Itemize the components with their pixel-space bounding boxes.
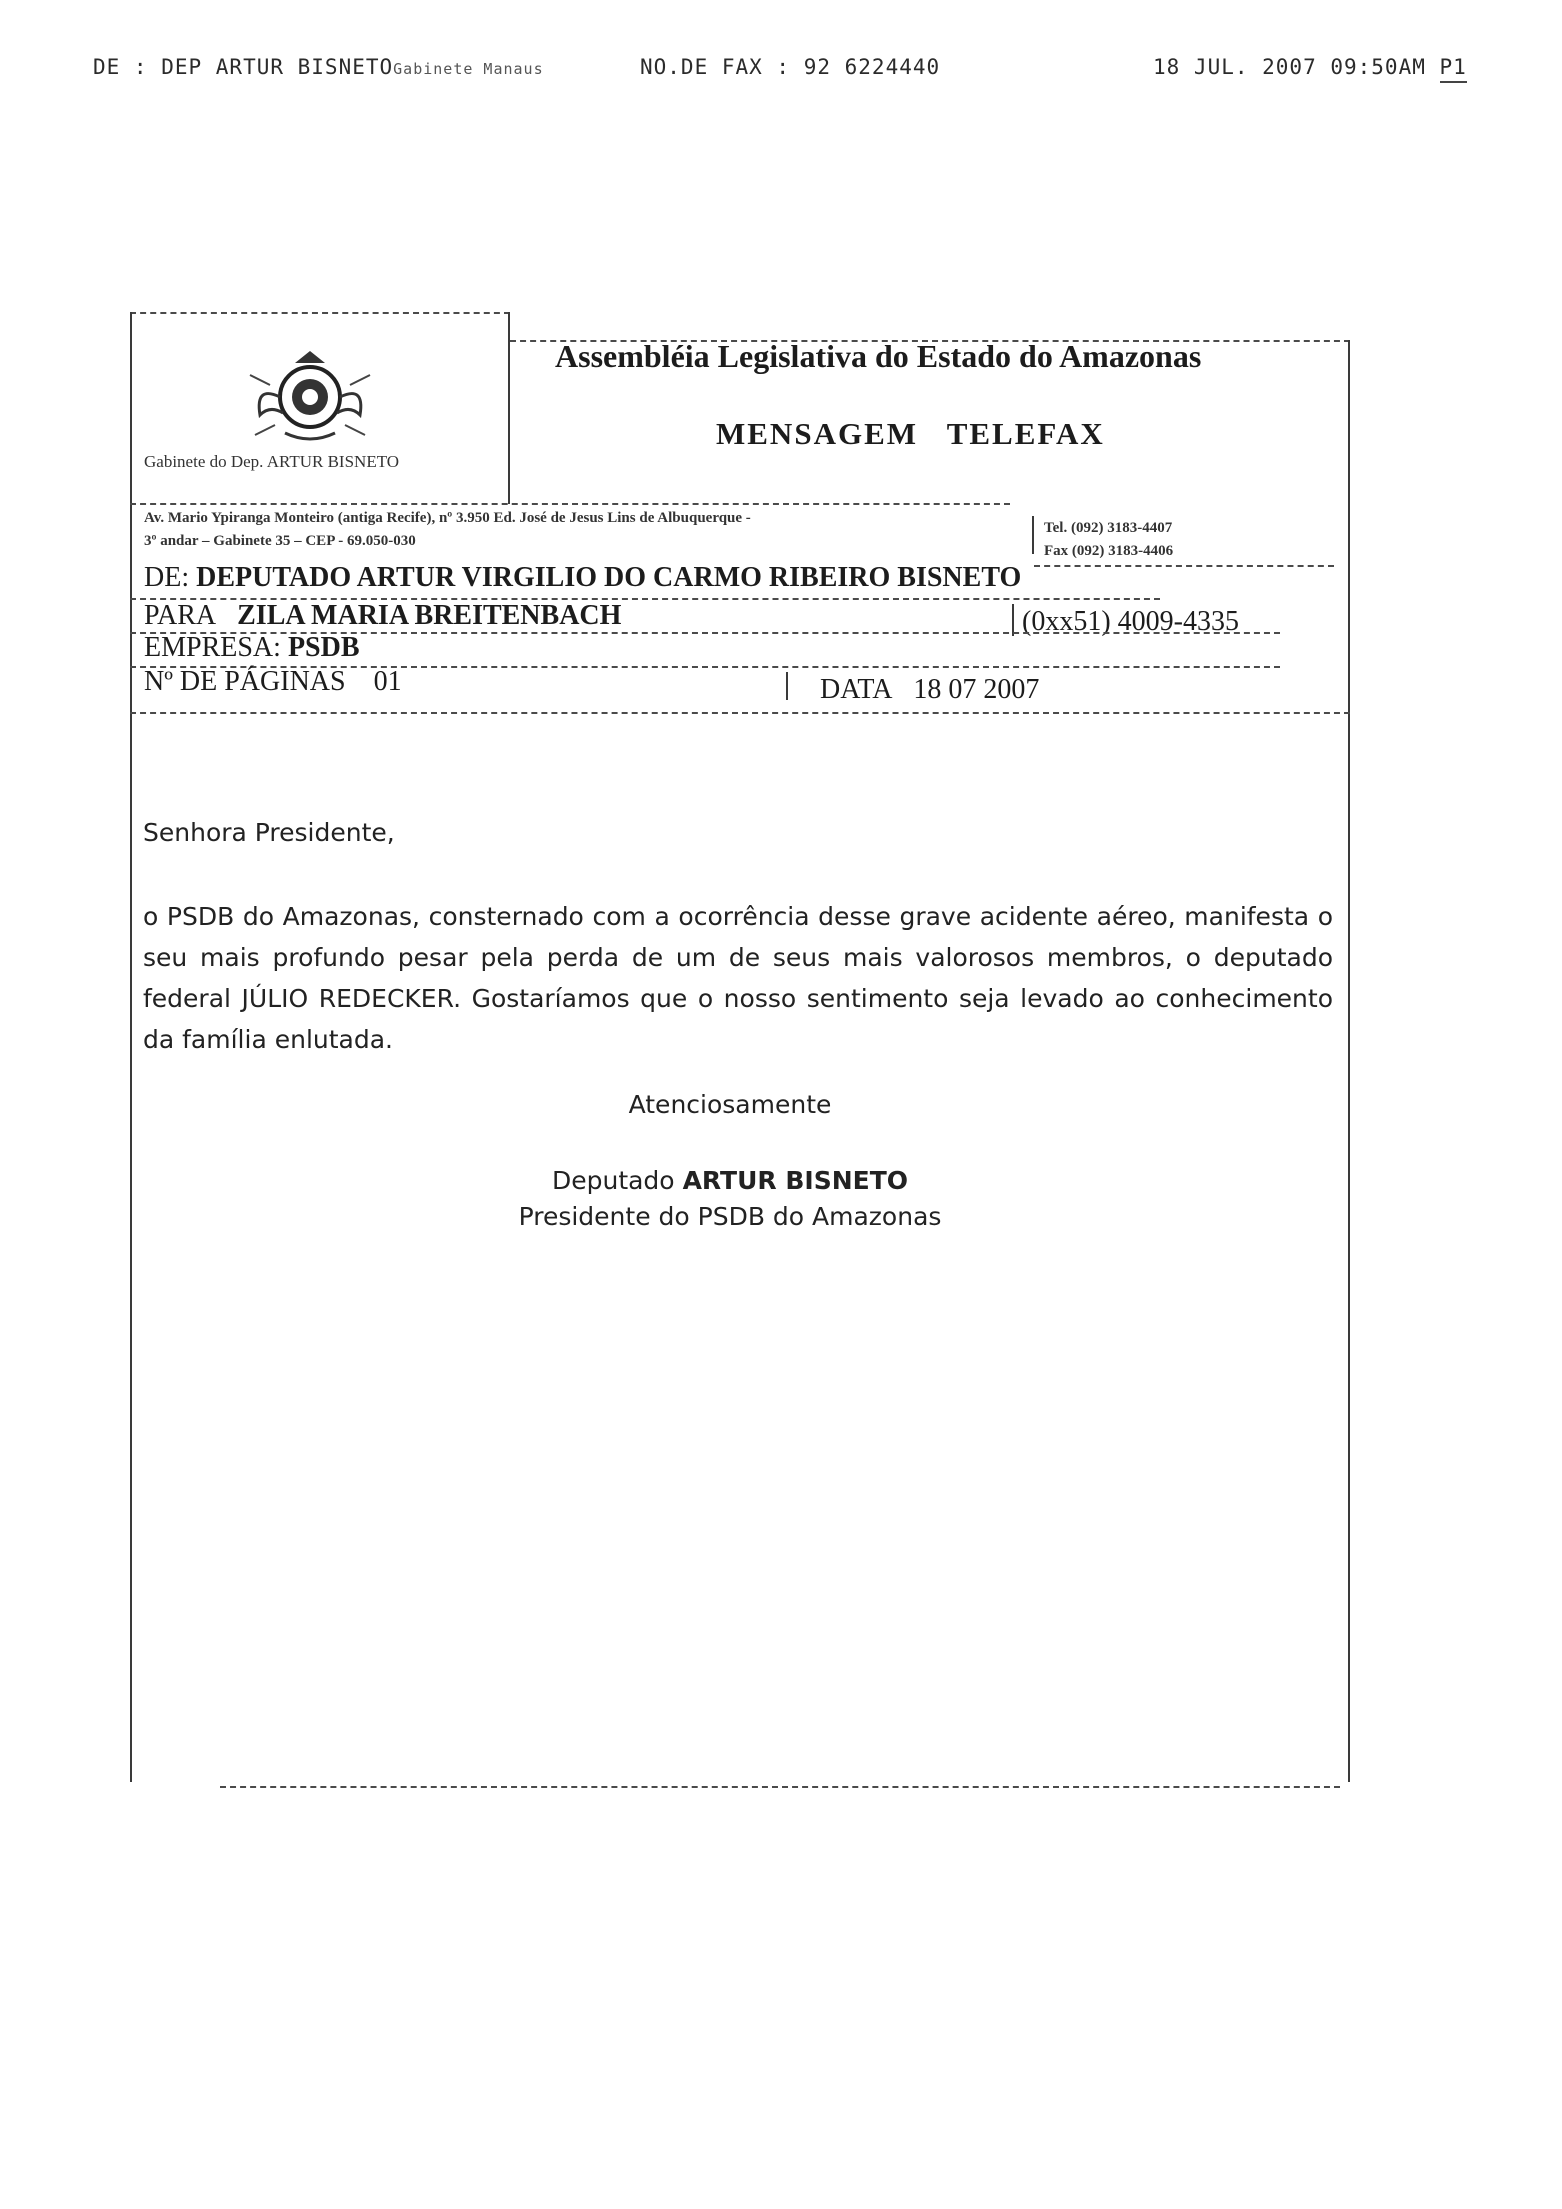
fax-number-letterhead: Fax (092) 3183-4406 — [1044, 543, 1174, 559]
date-value: 18 07 2007 — [913, 674, 1040, 705]
address-line-2: 3º andar – Gabinete 35 – CEP - 69.050-030 — [144, 533, 416, 549]
from-value: DEPUTADO ARTUR VIRGILIO DO CARMO RIBEIRO BISNETO — [196, 562, 1022, 593]
pages-label: Nº DE PÁGINAS — [144, 666, 346, 697]
frame-left — [130, 312, 132, 1782]
company-label: EMPRESA: — [144, 632, 281, 663]
pages-field — [144, 666, 402, 698]
address-divider — [1032, 516, 1034, 554]
date-label: DATA — [820, 674, 893, 705]
frame-bottom — [220, 1786, 1340, 1788]
company-value: PSDB — [287, 632, 360, 663]
signer-prefix: Deputado — [551, 1166, 675, 1195]
pages-value: 01 — [373, 666, 402, 697]
to-field — [144, 600, 621, 632]
phone-rule — [1034, 565, 1334, 567]
cabinet-label: Gabinete do Dep. ARTUR BISNETO — [144, 452, 400, 471]
letter-paragraph: o PSDB do Amazonas, consternado com a ocorrência desse grave acidente aéreo, manifesta o seu mais profundo pesar pela perda de um de seus mais valorosos membros, o deputado federal JÚLIO REDECKER. Gostaríamos que o nosso sentimento seja levado ao conhecimento da família enlutada. — [143, 902, 1333, 1054]
pages-rule — [130, 712, 1350, 714]
phone-number: Tel. (092) 3183-4407 — [1044, 520, 1173, 536]
signature — [430, 1166, 1030, 1195]
frame-right — [1348, 340, 1350, 1782]
coat-of-arms-icon — [235, 345, 385, 455]
fax-sender-suffix: Gabinete Manaus — [393, 60, 544, 78]
fax-page-number: P1 — [1440, 55, 1467, 83]
fax-sender — [93, 55, 544, 79]
frame-divider — [508, 312, 510, 504]
company-field — [144, 632, 360, 664]
address-line-1: Av. Mario Ypiranga Monteiro (antiga Recife), nº 3.950 Ed. José de Jesus Lins de Albuquerque - — [144, 510, 751, 526]
from-label: DE: — [144, 562, 190, 593]
salutation: Senhora Presidente, — [143, 818, 395, 847]
document-type: MENSAGEM TELEFAX — [716, 416, 1105, 451]
from-field — [144, 562, 1021, 594]
signer-title: Presidente do PSDB do Amazonas — [518, 1202, 942, 1231]
address-top-rule — [130, 503, 1010, 505]
signer-name: ARTUR BISNETO — [682, 1166, 909, 1195]
to-value: ZILA MARIA BREITENBACH — [237, 600, 622, 631]
to-label: PARA — [144, 600, 217, 631]
fax-number: NO.DE FAX : 92 6224440 — [640, 55, 941, 79]
date-field — [820, 674, 1039, 706]
institution-name: Assembléia Legislativa do Estado do Amazonas — [555, 338, 1202, 374]
fax-timestamp — [1153, 55, 1467, 79]
to-phone: (0xx51) 4009-4335 — [1022, 606, 1239, 637]
date-divider — [786, 672, 788, 700]
fax-time: 18 JUL. 2007 09:50AM — [1153, 55, 1426, 79]
fax-sender-name: DE : DEP ARTUR BISNETO — [93, 55, 394, 79]
closing: Atenciosamente — [628, 1090, 832, 1119]
frame-top-left — [130, 312, 510, 314]
